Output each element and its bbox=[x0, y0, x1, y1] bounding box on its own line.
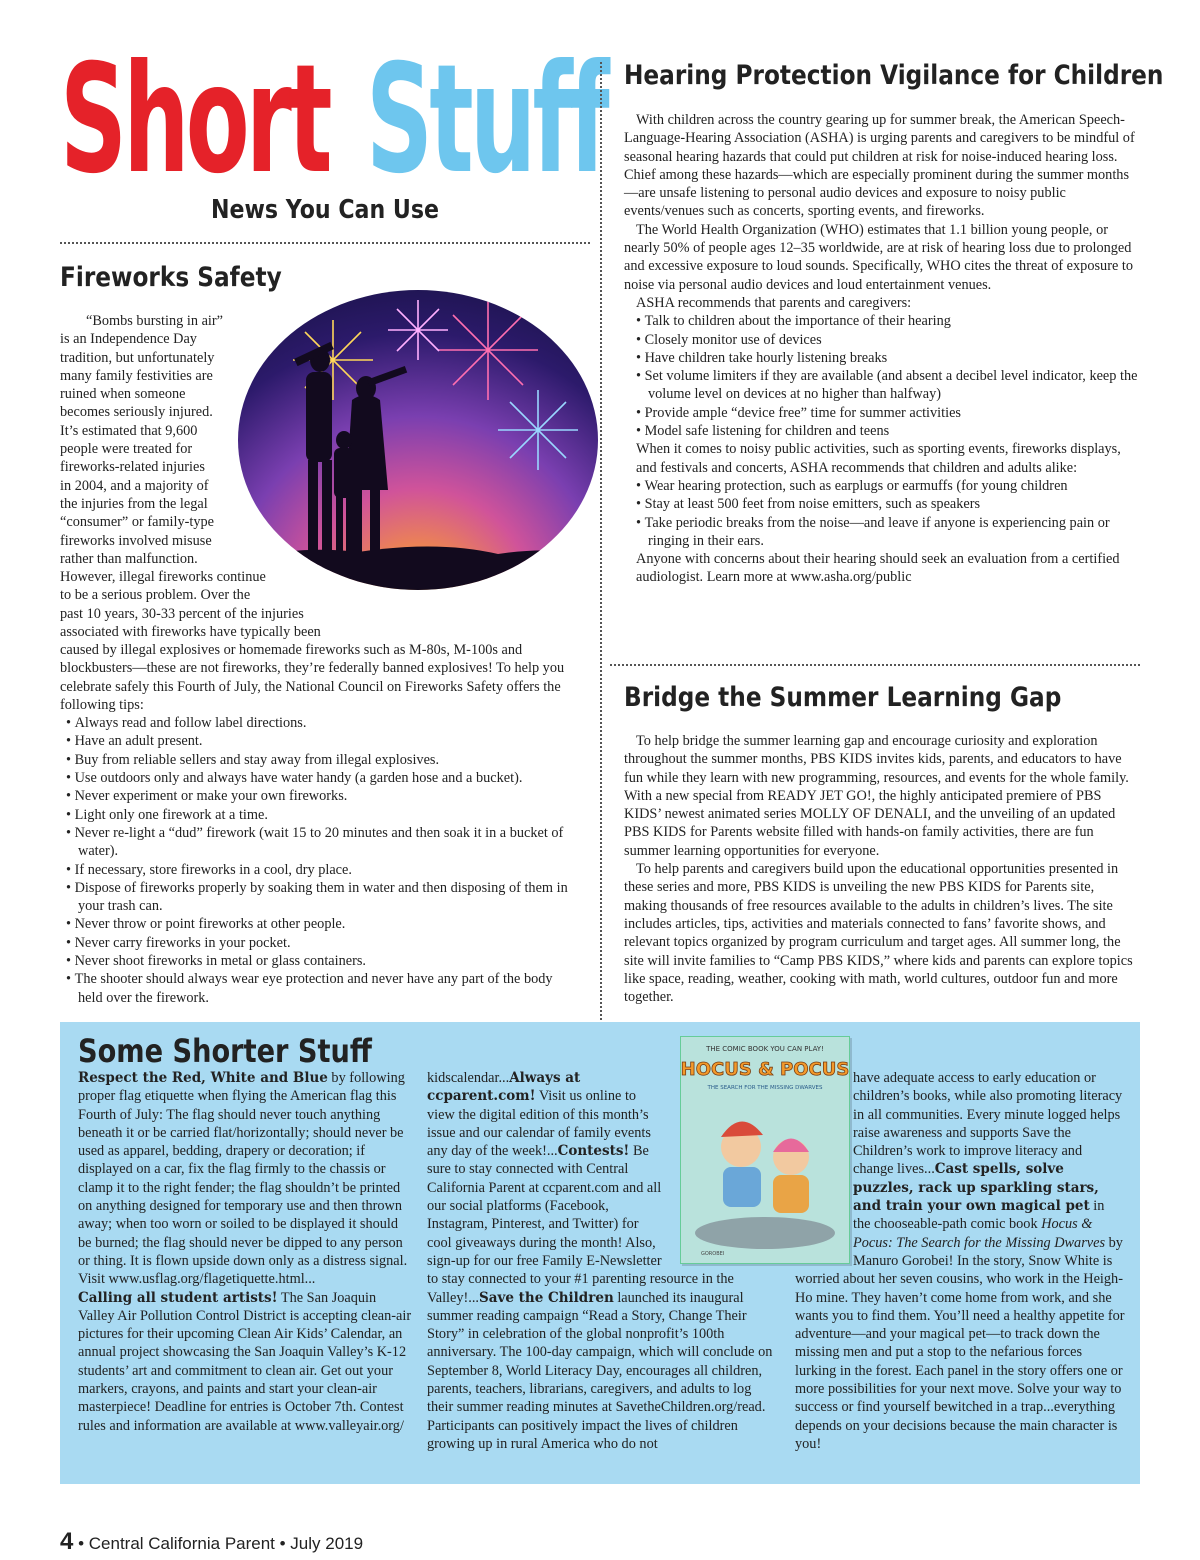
book-cover-image bbox=[680, 1036, 850, 1264]
masthead-tagline: News You Can Use bbox=[211, 195, 439, 225]
ccparent-bold: Always at ccparent.com! bbox=[427, 1070, 581, 1105]
divider-left-top bbox=[60, 242, 590, 244]
book-subtitle: THE SEARCH FOR THE MISSING DWARVES bbox=[707, 1085, 823, 1091]
page-number: 4 bbox=[60, 1528, 74, 1555]
hearing-tip-item: • Talk to children about the importance of their hearing bbox=[636, 312, 1140, 330]
fireworks-intro-line: the injuries from the legal bbox=[60, 495, 208, 512]
fireworks-intro-line: However, illegal fireworks continue bbox=[60, 569, 266, 586]
masthead-title bbox=[60, 33, 606, 207]
hocus-bold: Cast spells, solve puzzles, rack up sparkling stars, and train your own magical pet bbox=[853, 1161, 1099, 1215]
hearing-public-tip-item: • Take periodic breaks from the noise—and leave if anyone is experiencing pain or ringing in their ears. bbox=[636, 514, 1140, 551]
hearing-p4: When it comes to noisy public activities, such as sporting events, fireworks displays, and festivals and concerts, ASHA recommends that children and adults alike: bbox=[636, 441, 1121, 476]
hearing-tip-item: • Set volume limiters if they are available (and absent a decibel level indicator, keep the volume level on devices at no higher than halfway) bbox=[636, 367, 1140, 404]
fireworks-intro-line: becomes seriously injured. bbox=[60, 404, 213, 421]
hearing-public-tip-item: • Stay at least 500 feet from noise emitters, such as speakers bbox=[636, 495, 1140, 513]
shorter-stuff-title: Some Shorter Stuff bbox=[78, 1032, 372, 1070]
fireworks-intro-line: in 2004, and a majority of bbox=[60, 477, 209, 494]
fireworks-intro-line: It’s estimated that 9,600 bbox=[60, 422, 198, 439]
fireworks-intro-line: associated with fireworks have typically been bbox=[60, 624, 321, 641]
fireworks-intro-line: fireworks involved misuse bbox=[60, 532, 212, 549]
bridge-heading: Bridge the Summer Learning Gap bbox=[624, 682, 1062, 713]
book-cover-art bbox=[681, 1037, 849, 1263]
fireworks-tip-item: • Use outdoors only and always have water handy (a garden hose and a bucket). bbox=[60, 769, 575, 787]
hearing-p2: The World Health Organization (WHO) estimates that 1.1 billion young people, or nearly 50% of people ages 12–35 worldwide, are at risk of hearing loss due to prolonged and excessive exposure to loud sounds. Specifically, WHO cites the threat of exposure to noise via personal audio devices and loud entertainment venues. bbox=[624, 221, 1133, 293]
literacy-text: have adequate access to early education or children’s books, while also promoting literacy in all communities. Every minute logged helps raise awareness and supports Save the Children’s work to improve literacy and change lives... bbox=[853, 1070, 1123, 1178]
fireworks-intro-lines bbox=[60, 312, 321, 641]
fireworks-tip-item: • The shooter should always wear eye protection and never have any part of the body held over the firework. bbox=[60, 970, 575, 1007]
hearing-public-tip-item: • Wear hearing protection, such as earplugs or earmuffs (for young children bbox=[636, 477, 1140, 495]
fireworks-photo bbox=[238, 290, 598, 590]
hearing-body bbox=[624, 111, 1140, 587]
bridge-p2: To help parents and caregivers build upon the educational opportunities presented in these series and more, PBS KIDS is unveiling the new PBS KIDS for Parents site, making thousands of free resources available to the adults in children’s lives. The site includes articles, tips, activities and materials connected to fans’ favorite shows, and relevant topics organized by program curriculum and target ages. All summer long, the site will invite families to “Camp PBS KIDS,” where kids and parents can explore topics like space, reading, weather, cooking with math, world cultures, outdoor fun and more together. bbox=[624, 861, 1133, 1006]
ccparent-text: Visit us online to view the digital edition of this month’s issue and our calendar of family events any day of the week!... bbox=[427, 1088, 651, 1160]
fireworks-intro-line: “consumer” or family-type bbox=[60, 514, 215, 531]
fireworks-intro-line: fireworks-related injuries bbox=[60, 459, 205, 476]
hearing-tip-item: • Have children take hourly listening breaks bbox=[636, 349, 1140, 367]
flag-text: by following proper flag etiquette when flying the American flag this Fourth of July: The flag should never touch anything beneath it or be carried flat/horizontally; should never be used as apparel, bedding, drapery or decoration; if displayed on a car, fix the flag firmly to the chassis or clamp it to the right fender; the flag shouldn’t be printed on anything designed for temporary use and then thrown away; when too worn or soiled to be displayed it should be burned; the flag should never be dipped to any person or thing. It is flown upside down only as a distress signal. Visit www.usflag.org/flagetiquette.html... bbox=[78, 1070, 408, 1288]
fireworks-tip-item: • Never carry fireworks in your pocket. bbox=[60, 934, 575, 952]
hearing-heading: Hearing Protection Vigilance for Children bbox=[624, 60, 1164, 91]
bridge-body bbox=[624, 732, 1140, 1006]
fireworks-tip-item: • Always read and follow label directions. bbox=[60, 714, 575, 732]
fireworks-intro-line: to be a serious problem. Over the bbox=[60, 587, 251, 604]
hearing-list-2 bbox=[624, 477, 1140, 550]
book-top-line: THE COMIC BOOK YOU CAN PLAY! bbox=[706, 1045, 824, 1053]
fireworks-intro-line: “Bombs bursting in air” bbox=[86, 313, 223, 329]
fireworks-tip-item: • Never experiment or make your own fireworks. bbox=[60, 787, 575, 805]
hearing-tip-item: • Closely monitor use of devices bbox=[636, 331, 1140, 349]
page-footer bbox=[60, 1528, 363, 1556]
hearing-tip-item: • Model safe listening for children and teens bbox=[636, 422, 1140, 440]
bridge-p1: To help bridge the summer learning gap and encourage curiosity and exploration throughout the summer months, PBS KIDS invites kids, parents, and educators to have fun while they learn with new programming, resources, and events for the whole family. With a new special from READY JET GO!, the highly anticipated premiere of PBS KIDS’ newest animated series MOLLY OF DENALI, and the unveiling of an updated PBS KIDS for Parents website filled with hands-on family activities, there are fun summer learning opportunities for everyone. bbox=[624, 733, 1129, 859]
hearing-p5: Anyone with concerns about their hearing should seek an evaluation from a certified audiologist. Learn more at www.asha.org/public bbox=[636, 551, 1120, 586]
fireworks-heading: Fireworks Safety bbox=[60, 262, 282, 293]
shorter-col-1 bbox=[78, 1069, 412, 1435]
savechildren-text: launched its inaugural summer reading campaign “Read a Story, Change Their Story” in celebration of the global nonprofit’s 100th anniversary. The 100-day campaign, which will conclude on September 8, World Literacy Day, encourages all children, parents, teachers, librarians, caregivers, and adults to log their summer reading minutes at SavetheChildren.org/read. Participants can positively impact the lives of children growing up in rural America who do not bbox=[427, 1289, 773, 1452]
hocus-text-1: in the chooseable-path comic book bbox=[853, 1198, 1105, 1233]
fireworks-intro-line: is an Independence Day bbox=[60, 331, 197, 348]
fireworks-paragraph: caused by illegal explosives or homemade fireworks such as M-80s, M-100s and blockbusters—these are not fireworks, they’re federally banned explosives! To help you celebrate safely this Fourth of July, the National Council on Fireworks Safety offers the following tips: bbox=[60, 642, 565, 713]
fireworks-intro-line: rather than malfunction. bbox=[60, 550, 198, 567]
masthead-short: Short bbox=[60, 33, 329, 207]
flag-bold: Respect the Red, White and Blue bbox=[78, 1070, 328, 1086]
fireworks-body bbox=[60, 641, 575, 1007]
fireworks-intro-line: past 10 years, 30-33 percent of the injuries bbox=[60, 605, 304, 622]
artists-bold: Calling all student artists! bbox=[78, 1289, 278, 1306]
hearing-p1: With children across the country gearing up for summer break, the American Speech-Language-Hearing Association (ASHA) is urging parents and caregivers to be mindful of seasonal hearing hazards that could put children at risk for noise-induced hearing loss. Chief among these hazards—which are especially prominent during the summer months—are unsafe listening to personal audio devices and exposure to noisy public events/venues such as concerts, sporting events, and fireworks. bbox=[624, 112, 1135, 220]
contests-bold: Contests! bbox=[557, 1143, 630, 1160]
hocus-text-2: by Manuro Gorobei! In the story, Snow White is worried about her seven cousins, who work in the Heigh-Ho mine. They haven’t come home from work, and she wants you to find them. You’ll need a healthy appetite for adventure—and your magical pet—to track down the missing men and put a stop to the nefarious forces lurking in the forest. Each panel in the story offers one or more possibilities for your next move. Solve your way to success or find yourself bewitched in a trap...everything depends on your decisions because the main character is you! bbox=[795, 1234, 1125, 1452]
fireworks-tip-item: • Never shoot fireworks in metal or glass containers. bbox=[60, 952, 575, 970]
fireworks-intro-narrow bbox=[60, 312, 321, 641]
fireworks-intro-line: people were treated for bbox=[60, 441, 193, 458]
fireworks-tip-item: • Buy from reliable sellers and stay away from illegal explosives. bbox=[60, 751, 575, 769]
fireworks-intro-line: many family festivities are bbox=[60, 367, 213, 384]
fireworks-tip-item: • If necessary, store fireworks in a cool, dry place. bbox=[60, 861, 575, 879]
fireworks-tips-list bbox=[60, 714, 575, 1007]
fireworks-tip-item: • Dispose of fireworks properly by soaking them in water and then disposing of them in your trash can. bbox=[60, 879, 575, 916]
fireworks-illustration bbox=[238, 290, 598, 590]
contests-text: Be sure to stay connected with Central California Parent at ccparent.com and all our social platforms (Facebook, Instagram, Pinterest, and Twitter) for cool giveaways during the month! Also, sign-up for our free Family E-Newsletter to stay connected to your #1 parenting resource in the Valley!... bbox=[427, 1143, 734, 1306]
fireworks-tip-item: • Never re-light a “dud” firework (wait 15 to 20 minutes and then soak it in a bucket of water). bbox=[60, 824, 575, 861]
divider-right-mid bbox=[610, 664, 1140, 666]
fireworks-tip-item: • Never throw or point fireworks at other people. bbox=[60, 915, 575, 933]
divider-vertical bbox=[600, 62, 602, 1020]
hocus-title-italic: Hocus & Pocus: The Search for the Missing Dwarves bbox=[853, 1216, 1106, 1251]
footer-text: • Central California Parent • July 2019 bbox=[73, 1534, 364, 1553]
kidscalendar-text: kidscalendar... bbox=[427, 1070, 510, 1086]
masthead-stuff: Stuff bbox=[365, 33, 606, 207]
book-title: HOCUS & POCUS bbox=[681, 1059, 849, 1080]
fireworks-tip-item: • Have an adult present. bbox=[60, 732, 575, 750]
fireworks-intro-line: tradition, but unfortunately bbox=[60, 349, 215, 366]
hearing-list-1 bbox=[624, 312, 1140, 440]
fireworks-tip-item: • Light only one firework at a time. bbox=[60, 806, 575, 824]
hearing-p3: ASHA recommends that parents and caregivers: bbox=[636, 294, 912, 311]
hearing-tip-item: • Provide ample “device free” time for summer activities bbox=[636, 404, 1140, 422]
fireworks-intro-line: ruined when someone bbox=[60, 386, 186, 403]
artists-text: The San Joaquin Valley Air Pollution Control District is accepting clean-air pictures for their upcoming Clean Air Kids’ Calendar, an annual project showcasing the San Joaquin Valley’s K-12 students’ art and commitment to clean air. Get out your markers, crayons, and paints and start your clean-air masterpiece! Deadline for entries is October 7th. Contest rules and information are available at www.valleyair.org/ bbox=[78, 1289, 412, 1434]
savechildren-bold: Save the Children bbox=[479, 1289, 614, 1306]
book-author: GOROBEI bbox=[701, 1251, 725, 1257]
